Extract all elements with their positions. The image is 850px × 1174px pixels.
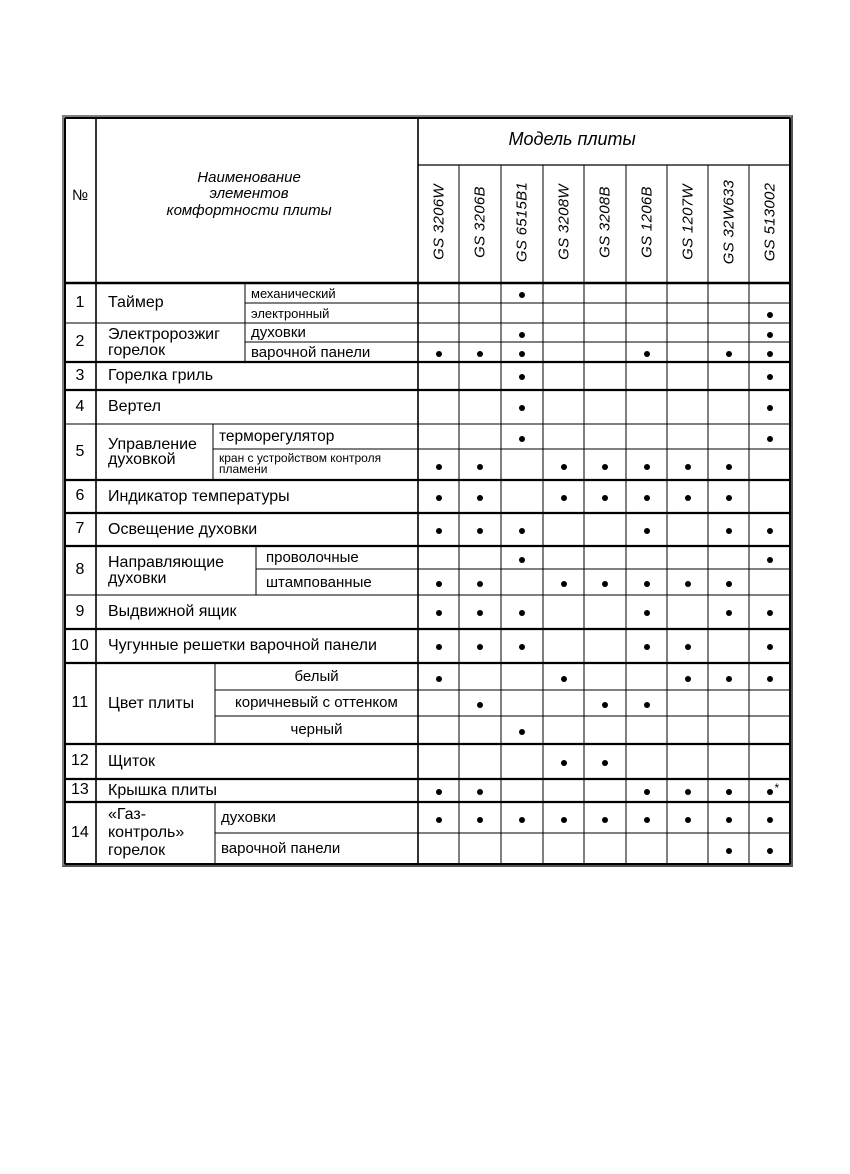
feature-mark bbox=[436, 581, 442, 587]
model-column-header: GS 513002 bbox=[761, 182, 778, 262]
feature-name: Крышка плиты bbox=[108, 781, 218, 799]
feature-name: Индикатор температуры bbox=[108, 487, 290, 505]
feature-mark bbox=[726, 581, 732, 587]
feature-mark bbox=[436, 610, 442, 616]
feature-name: Цвет плиты bbox=[108, 694, 195, 712]
row-number: 11 bbox=[71, 694, 89, 711]
feature-mark bbox=[436, 528, 442, 534]
feature-name: Выдвижной ящик bbox=[108, 603, 237, 620]
feature-name: Управление духовкой bbox=[108, 435, 197, 469]
feature-mark bbox=[767, 817, 773, 823]
feature-mark bbox=[519, 292, 525, 298]
feature-mark bbox=[767, 332, 773, 338]
feature-mark bbox=[561, 581, 567, 587]
feature-mark bbox=[561, 464, 567, 470]
model-column-header: GS 32W633 bbox=[720, 179, 737, 265]
feature-mark bbox=[602, 495, 608, 501]
model-column-header: GS 3206W bbox=[430, 184, 447, 260]
feature-mark bbox=[767, 557, 773, 563]
row-number: 5 bbox=[75, 442, 85, 460]
feature-mark bbox=[477, 581, 483, 587]
feature-option: механический bbox=[251, 285, 336, 301]
feature-option: терморегулятор bbox=[219, 427, 335, 445]
feature-option: духовки bbox=[221, 809, 276, 826]
column-number-header: № bbox=[72, 187, 89, 204]
row-number: 12 bbox=[71, 752, 89, 769]
feature-mark bbox=[436, 676, 442, 682]
model-column-header: GS 3206B bbox=[471, 186, 489, 258]
feature-mark bbox=[767, 610, 773, 616]
feature-mark bbox=[767, 676, 773, 682]
feature-mark bbox=[477, 495, 483, 501]
feature-mark bbox=[726, 351, 732, 357]
feature-mark bbox=[644, 789, 650, 795]
feature-mark bbox=[477, 528, 483, 534]
row-number: 1 bbox=[75, 293, 85, 311]
feature-mark bbox=[519, 436, 525, 442]
feature-mark bbox=[685, 644, 691, 650]
feature-mark bbox=[644, 644, 650, 650]
feature-mark bbox=[726, 464, 732, 470]
feature-mark bbox=[477, 644, 483, 650]
model-column-header: GS 3208B bbox=[596, 186, 614, 258]
feature-mark bbox=[685, 789, 691, 795]
feature-mark bbox=[436, 817, 442, 823]
model-header: Модель плиты bbox=[508, 128, 636, 149]
model-column-header: GS 3208W bbox=[555, 184, 572, 260]
feature-mark bbox=[644, 464, 650, 470]
feature-mark bbox=[726, 610, 732, 616]
feature-mark bbox=[519, 729, 525, 735]
row-number: 6 bbox=[75, 487, 85, 504]
feature-mark bbox=[767, 789, 773, 795]
feature-mark bbox=[767, 312, 773, 318]
feature-mark bbox=[726, 528, 732, 534]
feature-mark bbox=[644, 581, 650, 587]
feature-mark bbox=[436, 789, 442, 795]
feature-mark bbox=[477, 789, 483, 795]
model-column-header: GS 6515B1 bbox=[513, 181, 531, 263]
feature-mark bbox=[685, 495, 691, 501]
feature-mark bbox=[685, 464, 691, 470]
feature-mark bbox=[726, 495, 732, 501]
feature-mark bbox=[685, 676, 691, 682]
row-number: 9 bbox=[75, 602, 85, 620]
feature-mark bbox=[477, 817, 483, 823]
feature-mark bbox=[767, 644, 773, 650]
feature-mark bbox=[519, 528, 525, 534]
feature-mark bbox=[767, 848, 773, 854]
feature-mark bbox=[767, 405, 773, 411]
model-column-header: GS 1206B bbox=[638, 186, 655, 258]
feature-mark bbox=[519, 351, 525, 357]
feature-mark bbox=[602, 702, 608, 708]
feature-mark bbox=[519, 405, 525, 411]
feature-mark bbox=[436, 351, 442, 357]
feature-mark bbox=[644, 610, 650, 616]
row-number: 4 bbox=[75, 397, 85, 415]
feature-mark bbox=[767, 351, 773, 357]
feature-mark bbox=[726, 676, 732, 682]
feature-option: духовки bbox=[251, 324, 306, 341]
feature-name: Таймер bbox=[108, 294, 164, 311]
feature-mark bbox=[477, 464, 483, 470]
feature-name: «Газ- контроль» горелок bbox=[108, 806, 185, 859]
feature-mark bbox=[436, 464, 442, 470]
footnote-mark: * bbox=[774, 780, 780, 795]
row-number: 8 bbox=[75, 561, 85, 578]
feature-mark bbox=[644, 495, 650, 501]
feature-mark bbox=[602, 581, 608, 587]
feature-mark bbox=[477, 351, 483, 357]
feature-mark bbox=[519, 610, 525, 616]
row-number: 10 bbox=[71, 636, 89, 654]
feature-mark bbox=[767, 436, 773, 442]
feature-name: Электророзжиг горелок bbox=[108, 326, 220, 359]
row-number: 7 bbox=[75, 520, 85, 537]
feature-mark bbox=[767, 374, 773, 380]
model-column-header: GS 1207W bbox=[679, 184, 696, 260]
feature-mark bbox=[519, 374, 525, 380]
row-number: 2 bbox=[75, 333, 85, 350]
feature-name: Щиток bbox=[108, 752, 155, 770]
feature-mark bbox=[561, 760, 567, 766]
feature-name: Горелка гриль bbox=[108, 367, 214, 384]
column-name-header: Наименование элементов комфортности плиты bbox=[166, 168, 332, 220]
feature-option: черный bbox=[290, 721, 343, 738]
feature-name: Чугунные решетки варочной панели bbox=[108, 637, 377, 654]
feature-mark bbox=[602, 817, 608, 823]
feature-option: варочной панели bbox=[251, 343, 371, 361]
row-number: 14 bbox=[71, 823, 89, 841]
feature-mark bbox=[685, 817, 691, 823]
feature-mark bbox=[436, 495, 442, 501]
feature-mark bbox=[561, 817, 567, 823]
feature-mark bbox=[519, 557, 525, 563]
feature-mark bbox=[561, 495, 567, 501]
feature-mark bbox=[767, 528, 773, 534]
feature-mark bbox=[644, 351, 650, 357]
feature-mark bbox=[685, 581, 691, 587]
feature-mark bbox=[477, 610, 483, 616]
feature-option: белый bbox=[294, 667, 339, 685]
feature-option: коричневый с оттенком bbox=[235, 694, 398, 711]
feature-name: Освещение духовки bbox=[108, 520, 258, 538]
feature-option: варочной панели bbox=[221, 840, 341, 857]
feature-mark bbox=[477, 702, 483, 708]
feature-mark bbox=[726, 817, 732, 823]
feature-mark bbox=[602, 760, 608, 766]
row-number: 3 bbox=[75, 366, 85, 384]
feature-option: электронный bbox=[251, 305, 330, 321]
feature-option: кран с устройством контроля пламени bbox=[219, 450, 382, 477]
feature-mark bbox=[436, 644, 442, 650]
feature-name: Направляющие духовки bbox=[108, 554, 225, 587]
feature-mark bbox=[602, 464, 608, 470]
feature-option: проволочные bbox=[266, 549, 359, 566]
feature-mark bbox=[561, 676, 567, 682]
feature-mark bbox=[519, 332, 525, 338]
feature-mark bbox=[519, 644, 525, 650]
feature-mark bbox=[644, 817, 650, 823]
feature-name: Вертел bbox=[108, 398, 161, 415]
feature-mark bbox=[726, 848, 732, 854]
feature-mark bbox=[519, 817, 525, 823]
row-number: 13 bbox=[71, 781, 89, 798]
feature-mark bbox=[644, 702, 650, 708]
feature-option: штампованные bbox=[266, 573, 372, 591]
feature-mark bbox=[644, 528, 650, 534]
feature-mark bbox=[726, 789, 732, 795]
